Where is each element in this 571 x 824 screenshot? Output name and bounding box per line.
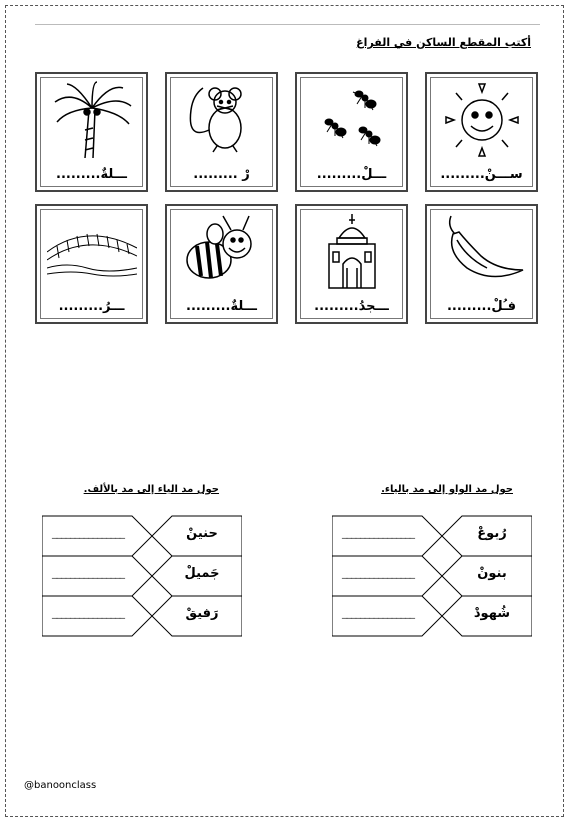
- card-text: ـــلةٌ.........: [186, 299, 257, 314]
- matcher-waw-to-yaa: [332, 512, 532, 642]
- card-text: فـُلْ.........: [446, 299, 516, 314]
- answer-blank[interactable]: ________________: [342, 566, 414, 579]
- word: شُهودْ: [473, 606, 511, 621]
- card-mosque: [295, 204, 408, 324]
- word: جَميلْ: [184, 566, 220, 581]
- ants-icon: [307, 80, 397, 160]
- card-text: ـــرُ.........: [58, 299, 125, 314]
- answer-blank[interactable]: ________________: [52, 606, 124, 619]
- card-ants: [295, 72, 408, 192]
- card-text: ـــلةٌ.........: [56, 167, 127, 182]
- mouse-icon: [177, 80, 267, 160]
- pepper-icon: [437, 212, 527, 292]
- card-text: رْ .........: [193, 167, 250, 182]
- word: رَفيقْ: [185, 606, 219, 621]
- word: رُبوعْ: [477, 526, 507, 541]
- card-pepper: [425, 204, 538, 324]
- section-title-waw-to-yaa: حول مد الواو إلى مد بالياء.: [381, 484, 513, 495]
- mosque-icon: [307, 212, 397, 292]
- bridge-icon: [47, 212, 137, 292]
- answer-blank[interactable]: ________________: [52, 566, 124, 579]
- card-text: ـــجدُ.........: [314, 299, 389, 314]
- bee-icon: [177, 212, 267, 292]
- word: حنينْ: [186, 526, 218, 541]
- card-mouse: [165, 72, 278, 192]
- footer-handle: @banoonclass: [24, 780, 97, 791]
- answer-blank[interactable]: ________________: [52, 526, 124, 539]
- sun-icon: [437, 80, 527, 160]
- matcher-yaa-to-alif: [42, 512, 242, 642]
- card-text: ســـنْ.........: [440, 167, 523, 182]
- card-bridge: [35, 204, 148, 324]
- instruction-heading: أكتب المقطع الساكن في الفراغ: [356, 36, 531, 49]
- card-text: ـــلْ.........: [316, 167, 387, 182]
- section-title-yaa-to-alif: حول مد الياء إلى مد بالألف.: [83, 484, 219, 495]
- palm-tree-icon: [47, 80, 137, 160]
- word: بنونْ: [477, 566, 507, 581]
- top-rule: [35, 24, 540, 25]
- card-bee: [165, 204, 278, 324]
- answer-blank[interactable]: ________________: [342, 606, 414, 619]
- card-palm: [35, 72, 148, 192]
- answer-blank[interactable]: ________________: [342, 526, 414, 539]
- card-sun: [425, 72, 538, 192]
